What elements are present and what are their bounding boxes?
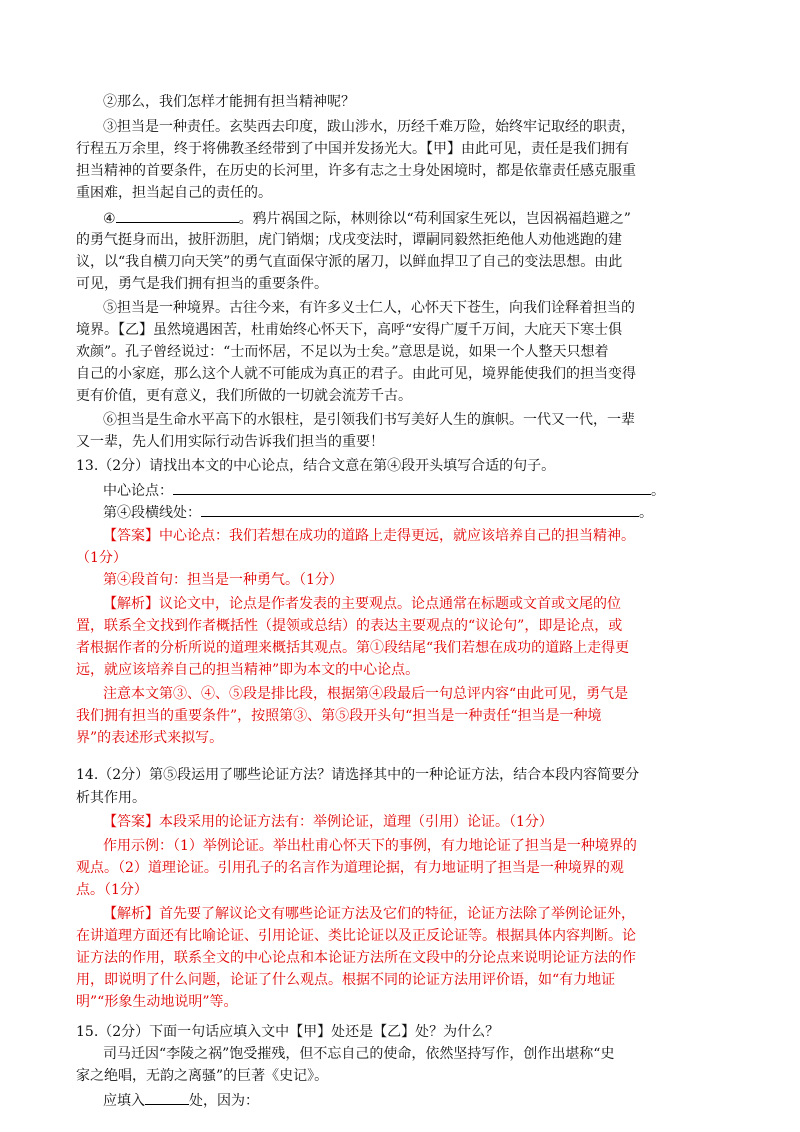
- q15-fill-prefix: 应填入: [103, 1093, 145, 1109]
- paragraph-4-line: 议，以“我自横刀向天笑”的勇气直面保守派的屠刀，以鲜血捍卫了自己的变法思想。由此: [76, 254, 623, 270]
- question-15-stem: 15.（2分）下面一句话应填入文中【甲】处还是【乙】处？为什么？: [76, 1024, 500, 1040]
- q13-analysis-line: 【解析】议论文中，论点是作者发表的主要观点。论点通常在标题或文首或文尾的位: [103, 596, 621, 612]
- q14-analysis-line: 用，即说明了什么问题，论证了什么观点。根据不同的论证方法用评价语，如“有力地证: [76, 972, 616, 988]
- q15-quote-line: 司马迁因“李陵之祸”饱受摧残，但不忘自己的使命，依然坚持写作，创作出堪称“史: [103, 1046, 615, 1062]
- q14-analysis-line: 证方法的作用，联系全文的中心论点和本论证方法所在文段中的分论点来说明论证方法的作: [76, 950, 636, 966]
- paragraph-3-line: ③担当是一种责任。玄奘西去印度，跋山涉水，历经千难万险，始终牢记取经的职责，: [103, 119, 635, 135]
- paragraph-5-line: 更有价值，更有意义，我们所做的一切就会流芳千古。: [76, 388, 412, 404]
- q13-sentence-label: 第④段横线处：: [103, 505, 201, 521]
- paragraph-3-line: 重困难，担当起自己的责任的。: [76, 185, 272, 201]
- paragraph-2: ②那么，我们怎样才能拥有担当精神呢？: [103, 94, 355, 110]
- question-14-stem-line: 析其作用。: [76, 790, 146, 806]
- question-14-stem-line: 14.（2分）第⑤段运用了哪些论证方法？请选择其中的一种论证方法，结合本段内容简要分: [76, 767, 640, 783]
- q13-thesis-blank: [173, 480, 651, 495]
- q13-thesis-line: [103, 480, 665, 501]
- q15-quote-line: 家之绝唱，无韵之离骚”的巨著《史记》。: [76, 1068, 329, 1084]
- q13-analysis-line: 远，就应该培养自己的担当精神”即为本文的中心论点。: [76, 662, 420, 678]
- q14-analysis-line: 明”“形象生动地说明”等。: [76, 994, 238, 1010]
- q13-analysis-line: 我们拥有担当的重要条件”，按照第③、第⑤段开头句“担当是一种责任“担当是一种境: [76, 708, 602, 724]
- q13-analysis-line: 置，联系全文找到作者概括性（提领或总结）的表达主要观点的“议论句”，即是论点，或: [76, 618, 623, 634]
- q15-fill-suffix: 处，因为：: [189, 1093, 259, 1109]
- paragraph-4-text: 。鸦片祸国之际，林则徐以“苟利国家生死以，岂因祸福趋避之”: [238, 211, 631, 227]
- paragraph-5-line: 欢颜”。孔子曾经说过：“士而怀居，不足以为士矣。”意思是说，如果一个人整天只想着: [76, 344, 609, 360]
- paragraph-5-line: 境界。【乙】虽然境遇困苦，杜甫始终心怀天下，高呼“安得广厦千万间，大庇天下寒士俱: [76, 322, 623, 338]
- paragraph-4-line: 的勇气挺身而出，披肝沥胆，虎门销烟；戊戌变法时，谭嗣同毅然拒绝他人劝他逃跑的建: [76, 232, 622, 248]
- paragraph-4-first-line: [103, 208, 631, 229]
- q15-fill-line: [103, 1090, 259, 1111]
- q14-answer-line: 观点。（2）道理论证。引用孔子的名言作为道理论据，有力地证明了担当是一种境界的观: [76, 860, 624, 876]
- q14-analysis-line: 【解析】首先要了解议论文有哪些论证方法及它们的特征，论证方法除了举例论证外，: [103, 906, 635, 922]
- q13-answer-line: （1分）: [76, 550, 127, 566]
- q13-period: 。: [639, 505, 653, 521]
- q15-fill-blank: [145, 1090, 189, 1105]
- q13-analysis-line: 注意本文第③、④、⑤段是排比段，根据第④段最后一句总评内容“由此可见，勇气是: [103, 686, 629, 702]
- paragraph-5-line: 自己的小家庭，那么这个人就不可能成为真正的君子。由此可见，境界能使我们的担当变得: [76, 366, 636, 382]
- q13-answer-line: 【答案】中心论点：我们若想在成功的道路上走得更远，就应该培养自己的担当精神。: [103, 528, 635, 544]
- paragraph-6-line: 又一辈，先人们用实际行动告诉我们担当的重要！: [76, 434, 384, 450]
- q13-sentence-line: [103, 502, 653, 523]
- paragraph-4-line: 可见，勇气是我们拥有担当的重要条件。: [76, 276, 328, 292]
- q14-answer-line: 【答案】本段采用的论证方法有：举例论证，道理（引用）论证。（1分）: [103, 814, 553, 830]
- q13-analysis-line: 者根据作者的分析所说的道理来概括其观点。第①段结尾“我们若想在成功的道路上走得更: [76, 640, 630, 656]
- q14-answer-line: 点。（1分）: [76, 882, 148, 898]
- question-13-stem: 13.（2分）请找出本文的中心论点，结合文意在第④段开头填写合适的句子。: [76, 458, 556, 474]
- paragraph-5-line: ⑤担当是一种境界。古往今来，有许多义士仁人，心怀天下苍生，向我们诠释着担当的: [103, 300, 635, 316]
- q13-period: 。: [651, 483, 665, 499]
- paragraph-4-blank: [116, 208, 239, 223]
- paragraph-3-line: 行程五万余里，终于将佛教圣经带到了中国并发扬光大。【甲】由此可见，责任是我们拥有: [76, 141, 629, 157]
- q13-sentence-blank: [201, 502, 639, 517]
- paragraph-3-line: 担当精神的首要条件，在历史的长河里，许多有志之士身处困境时，都是依靠责任感克服重: [76, 163, 636, 179]
- paragraph-6-line: ⑥担当是生命水平高下的水银柱，是引领我们书写美好人生的旗帜。一代又一代，一辈: [103, 412, 635, 428]
- q13-thesis-label: 中心论点：: [103, 483, 173, 499]
- q14-answer-line: 作用示例：（1）举例论证。举出杜甫心怀天下的事例，有力地论证了担当是一种境界的: [103, 838, 637, 854]
- q13-analysis-line: 界”的表述形式来拟写。: [76, 730, 224, 746]
- paragraph-4-number: ④: [103, 211, 116, 227]
- q13-answer-line: 第④段首句：担当是一种勇气。（1分）: [103, 572, 343, 588]
- q14-analysis-line: 在讲道理方面还有比喻论证、引用论证、类比论证以及正反论证等。根据具体内容判断。论: [76, 928, 636, 944]
